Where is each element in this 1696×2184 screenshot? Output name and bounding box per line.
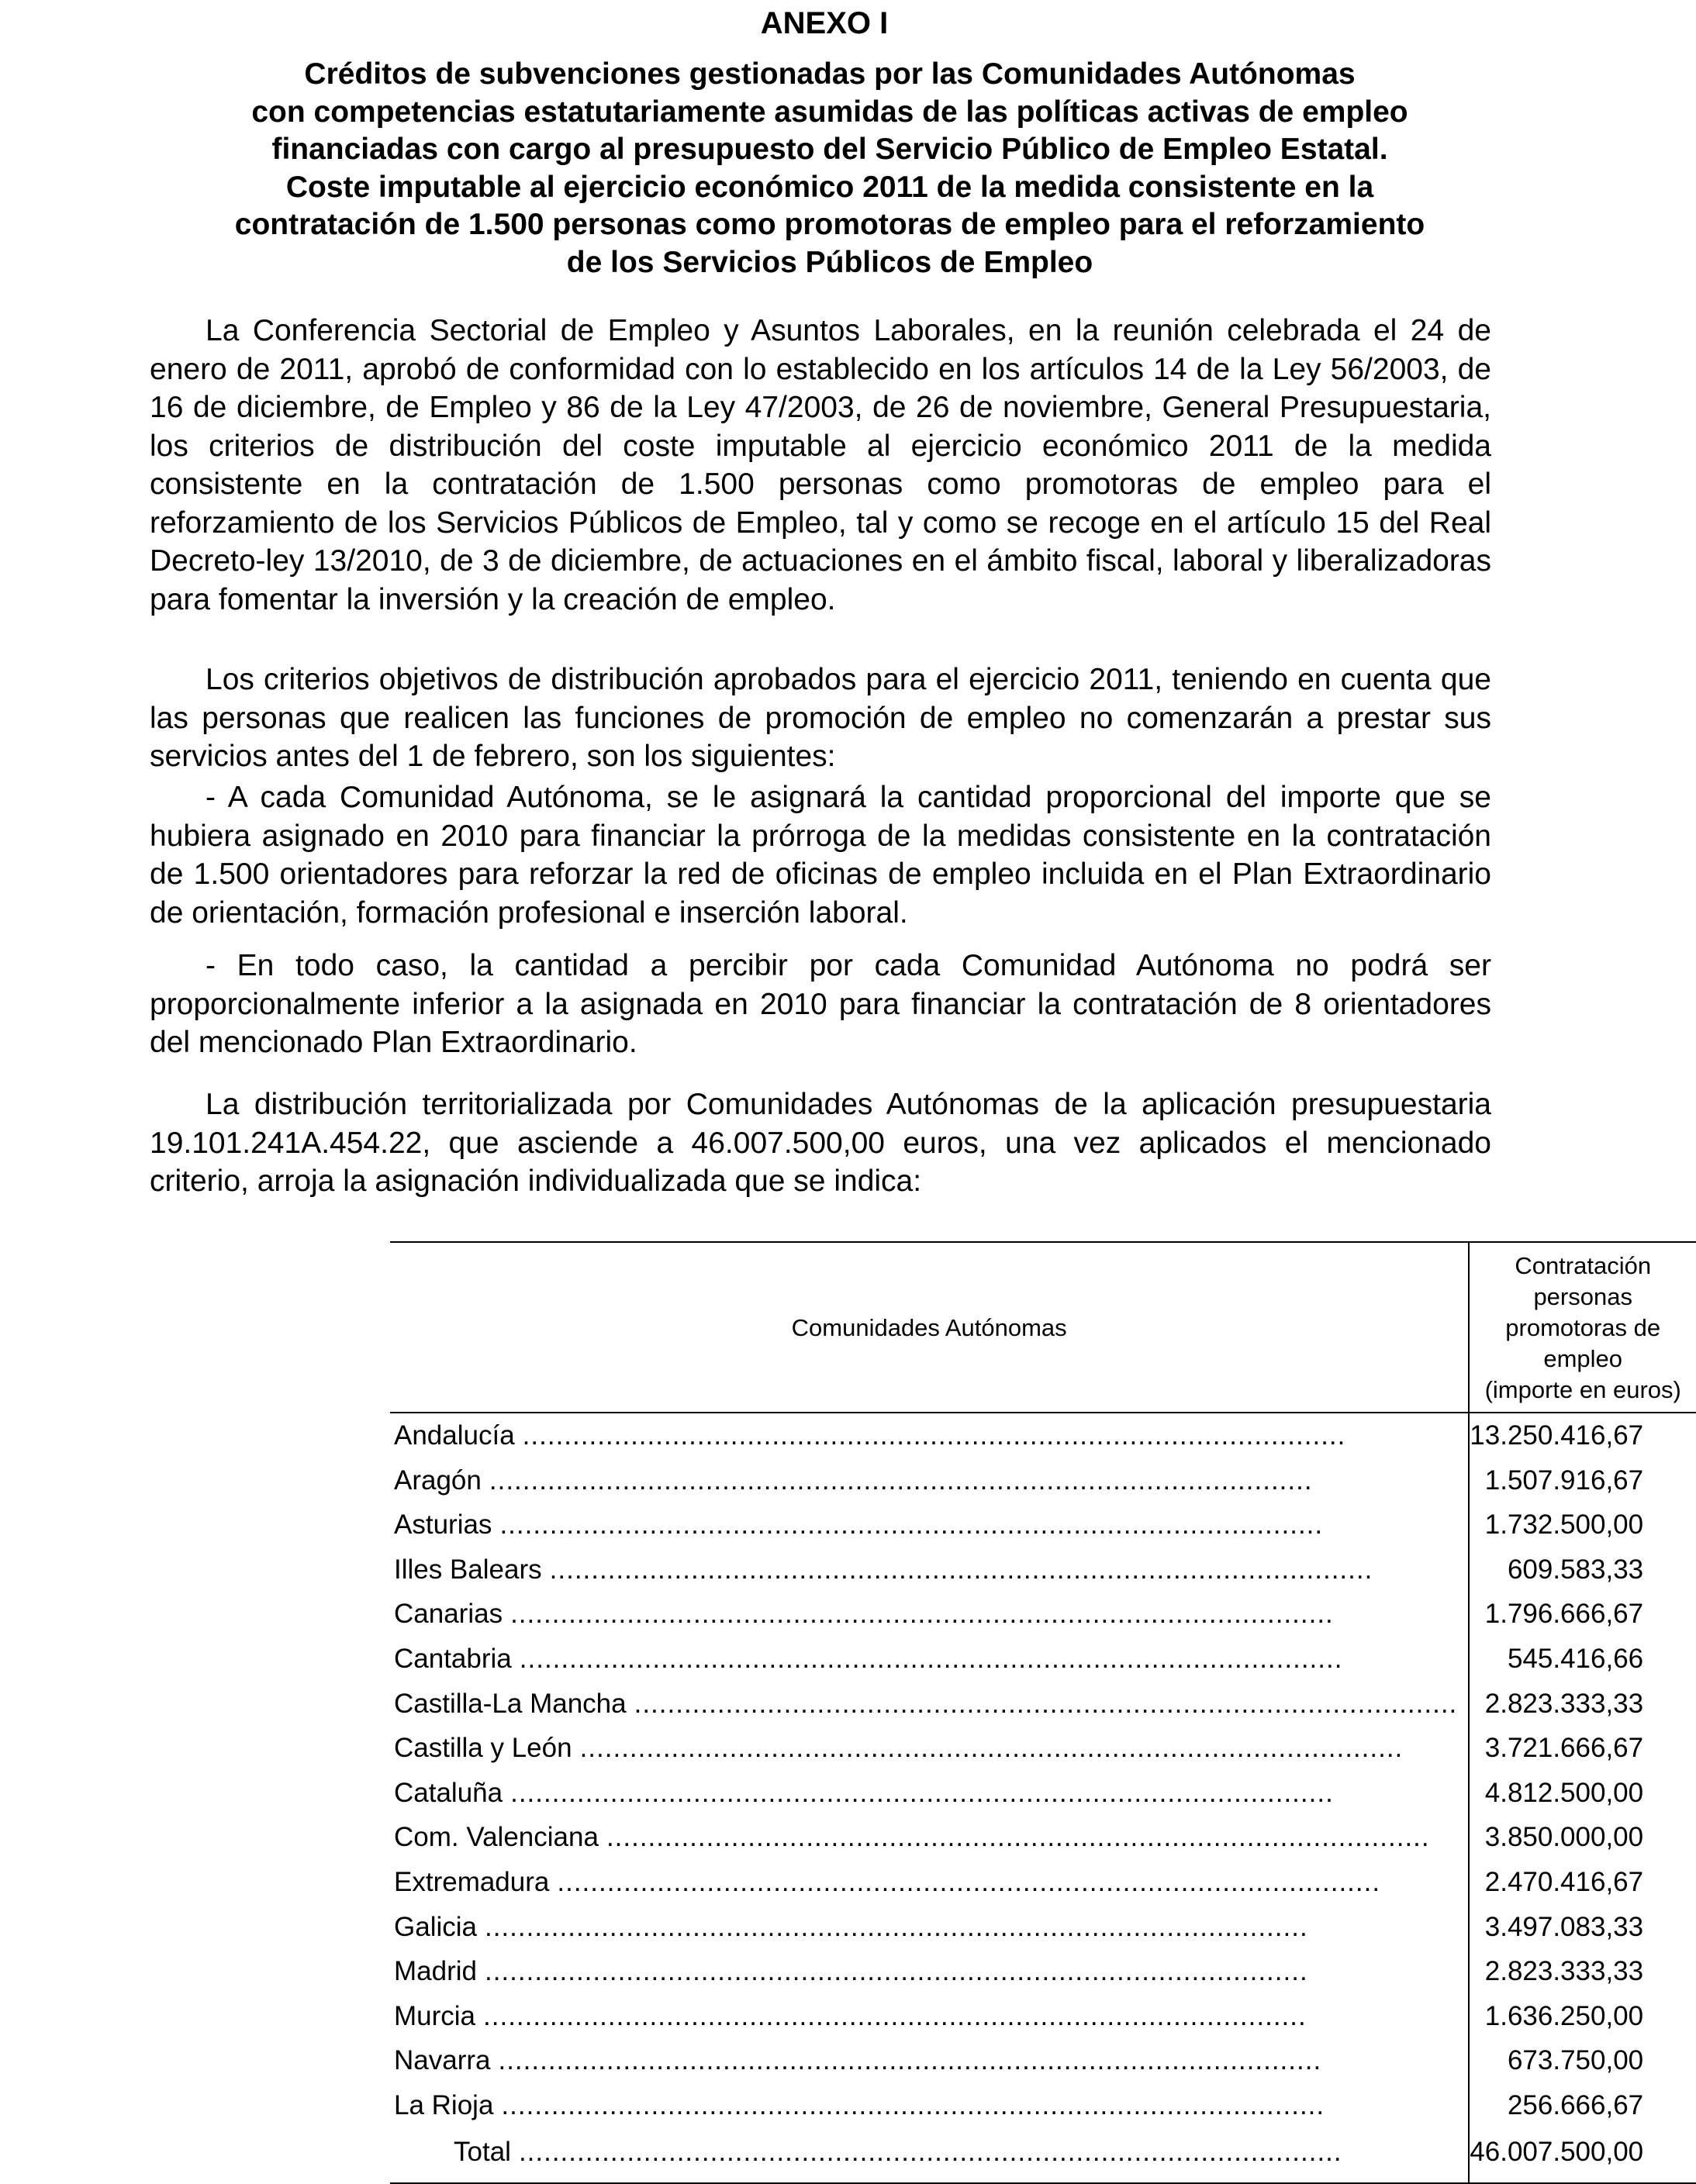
region-amount: 1.732.500,00 [1469,1503,1696,1547]
paragraph-text: La Conferencia Sectorial de Empleo y Asuntos Laborales, en la reunión celebrada el 24 de enero de 2011, aprobó de conformidad con lo establecido en los artículos 14 de la Ley 56/2003, de 16 de diciembre, de Empleo y 86 de la Ley 47/2003, de 26 de noviembre, General Presupuestaria, los criterios de distribución del coste imputable al ejercicio económico 2011 de la medida consistente en la contratación de 1.500 personas como promotoras de empleo para el reforzamiento de los Servicios Públicos de Empleo, tal y como se recoge en el artículo 15 del Real Decreto-ley 13/2010, de 3 de diciembre, de actuaciones en el ámbito fiscal, laboral y liberalizadoras para fomentar la inversión y la creación de empleo. [150,314,1491,616]
region-amount: 1.636.250,00 [1469,1994,1696,2039]
paragraph-text: - A cada Comunidad Autónoma, se le asignará la cantidad proporcional del importe que se hubiera asignado en 2010 para financiar la prórroga de la medidas consistente en la contratación de 1.500 orientadores para reforzar la red de oficinas de empleo incluida en el Plan Extraordinario de orientación, formación profesional e inserción laboral. [150,781,1491,930]
paragraph-distribution [150,1085,1491,1201]
heading-line: de los Servicios Públicos de Empleo [566,245,1093,279]
table-row [390,1413,1696,1458]
dot-leader [501,2083,1457,2128]
table-total-row [390,2128,1696,2183]
distribution-table [390,1241,1696,2184]
region-amount: 2.823.333,33 [1469,1682,1696,1727]
region-name: Illes Balears [394,1554,542,1585]
header-region: Comunidades Autónomas [390,1242,1469,1413]
table-row [390,1905,1696,1950]
region-amount: 609.583,33 [1469,1547,1696,1592]
paragraph-criteria-intro [150,661,1491,776]
table-row [390,1547,1696,1592]
dot-leader [523,1413,1458,1458]
dot-leader [510,1592,1457,1637]
total-label: Total [454,2136,511,2167]
region-amount: 13.250.416,67 [1469,1413,1696,1458]
region-amount: 3.721.666,67 [1469,1726,1696,1771]
region-amount: 4.812.500,00 [1469,1771,1696,1816]
paragraph-text: - En todo caso, la cantidad a percibir por cada Comunidad Autónoma no podrá ser proporcionalmente inferior a la asignada en 2010 para financiar la contratación de 8 orientadores del mencionado Plan Extraordinario. [150,949,1491,1059]
region-amount: 673.750,00 [1469,2038,1696,2083]
dot-leader [498,2038,1457,2083]
table-row [390,1592,1696,1637]
region-name: Cantabria [394,1643,512,1674]
table-row [390,1994,1696,2039]
table-row [390,1682,1696,1727]
heading-line: Créditos de subvenciones gestionadas por las Comunidades Autónomas [304,57,1356,91]
dot-leader [634,1682,1458,1727]
table-row [390,1458,1696,1503]
dot-leader [519,2128,1457,2176]
document-heading [124,56,1535,281]
heading-line: financiadas con cargo al presupuesto del Servicio Público de Empleo Estatal. [271,133,1388,166]
paragraph-conference [150,312,1491,619]
region-name: Murcia [394,2000,476,2031]
table-row [390,1815,1696,1860]
region-name: Aragón [394,1465,482,1496]
paragraph-criterion-1 [150,778,1491,932]
table-row [390,1771,1696,1816]
region-name: Cataluña [394,1777,503,1808]
region-amount: 545.416,66 [1469,1637,1696,1682]
heading-line: con competencias estatutariamente asumidas de las políticas activas de empleo [251,95,1408,129]
dot-leader [557,1860,1457,1905]
region-amount: 3.850.000,00 [1469,1815,1696,1860]
paragraph-text: La distribución territorializada por Comunidades Autónomas de la aplicación presupuestaria 19.101.241A.454.22, que asciende a 46.007.500,00 euros, una vez aplicados el mencionado criterio, arroja la asignación individualizada que se indica: [150,1088,1491,1198]
dot-leader [483,1994,1457,2039]
heading-line: contratación de 1.500 personas como promotoras de empleo para el reforzamiento [234,208,1425,241]
dot-leader [499,1503,1457,1547]
region-amount: 2.470.416,67 [1469,1860,1696,1905]
region-name: La Rioja [394,2089,494,2120]
paragraph-criterion-2 [150,947,1491,1062]
region-name: Com. Valenciana [394,1822,599,1853]
table-row [390,1726,1696,1771]
header-amount [1469,1242,1696,1413]
region-name: Castilla-La Mancha [394,1688,627,1719]
table-row [390,2038,1696,2083]
region-amount: 1.507.916,67 [1469,1458,1696,1503]
distribution-table-wrapper [390,1241,1681,2184]
dot-leader [520,1637,1458,1682]
dot-leader [606,1815,1457,1860]
region-name: Galicia [394,1911,477,1942]
table-row [390,2083,1696,2128]
paragraph-text: Los criterios objetivos de distribución aprobados para el ejercicio 2011, teniendo en cuenta que las personas que realicen las funciones de promoción de empleo no comenzarán a prestar sus servicios antes del 1 de febrero, son los siguientes: [150,663,1491,773]
dot-leader [485,1949,1457,1994]
header-amount-line: promotoras de empleo [1505,1314,1661,1372]
dot-leader [510,1771,1457,1816]
dot-leader [550,1547,1458,1592]
table-row [390,1637,1696,1682]
region-name: Asturias [394,1509,492,1541]
region-name: Canarias [394,1599,503,1630]
heading-line: Coste imputable al ejercicio económico 2011 de la medida consistente en la [285,170,1374,204]
table-row [390,1860,1696,1905]
region-name: Madrid [394,1956,477,1987]
region-name: Extremadura [394,1866,550,1897]
dot-leader [485,1905,1457,1950]
total-amount: 46.007.500,00 [1469,2128,1696,2183]
table-header-row [390,1242,1696,1413]
region-amount: 256.666,67 [1469,2083,1696,2128]
table-row [390,1949,1696,1994]
annex-title: ANEXO I [760,6,889,40]
table-row [390,1503,1696,1547]
header-amount-line: (importe en euros) [1484,1376,1681,1403]
region-name: Castilla y León [394,1733,572,1764]
region-name: Andalucía [394,1420,515,1451]
header-amount-line: Contratación personas [1515,1252,1652,1310]
region-amount: 3.497.083,33 [1469,1905,1696,1950]
region-amount: 1.796.666,67 [1469,1592,1696,1637]
region-amount: 2.823.333,33 [1469,1949,1696,1994]
region-name: Navarra [394,2045,491,2076]
dot-leader [580,1726,1458,1771]
dot-leader [489,1458,1457,1503]
